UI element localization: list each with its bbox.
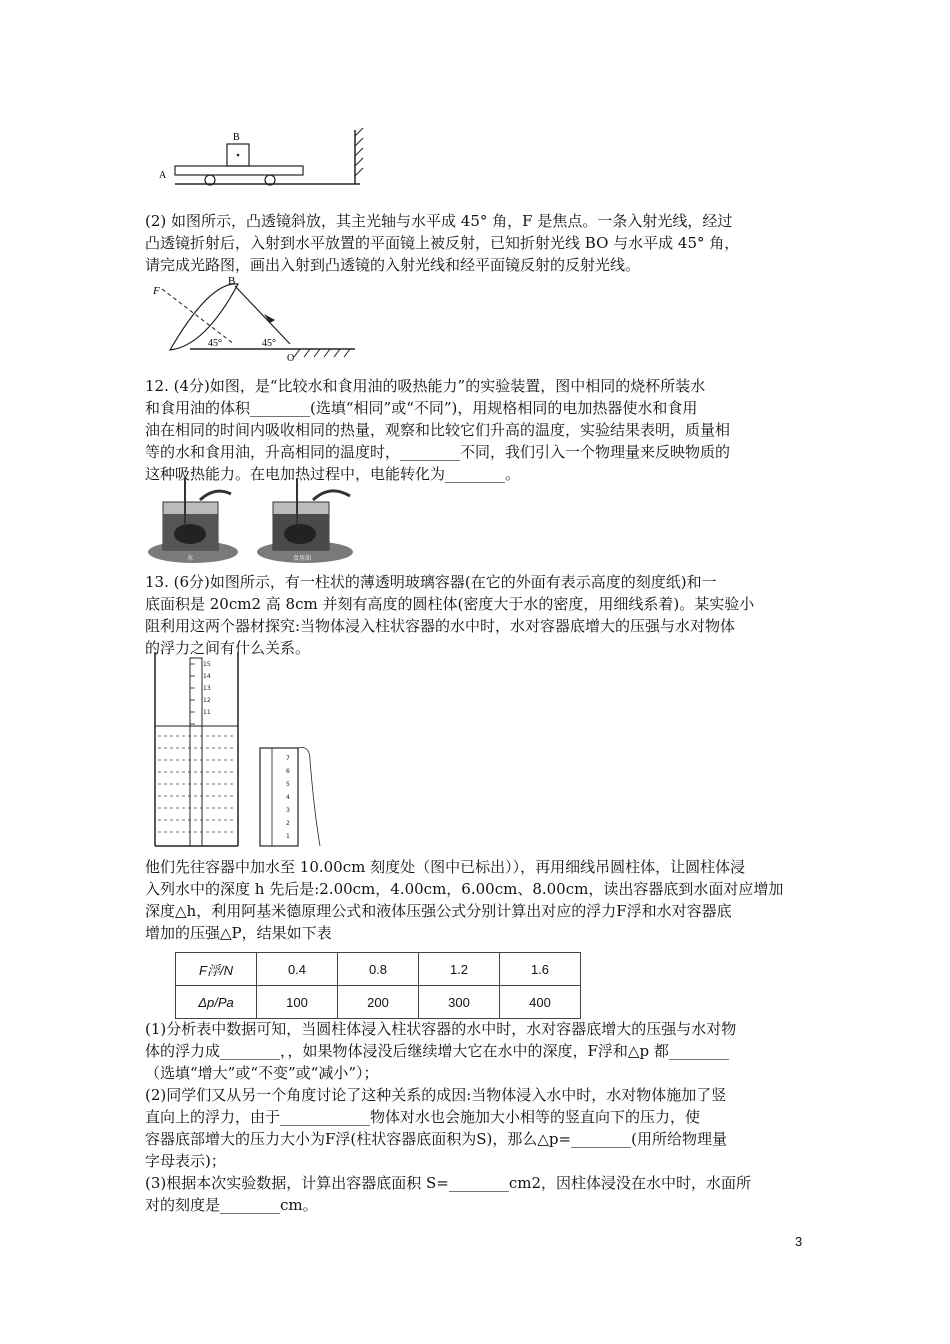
table-cell: 100 — [257, 986, 338, 1019]
text-line: (3)根据本次实验数据，计算出容器底面积 S=________cm2，因柱体浸没在水中时，水面所 — [145, 1174, 752, 1192]
tick-label: 14 — [203, 673, 211, 680]
tick-label: 15 — [203, 661, 211, 668]
angle-label: 45° — [262, 338, 276, 349]
text-line: 入列水中的深度 h 先后是:2.00cm，4.00cm，6.00cm、8.00cm，读出容器底到水面对应增加 — [145, 880, 784, 898]
text-line: 等的水和食用油，升高相同的温度时，________不同，我们引入一个物理量来反映物质的 — [145, 443, 731, 461]
table-cell: 300 — [419, 986, 500, 1019]
figure-beakers — [145, 476, 365, 566]
label-b: B — [233, 132, 240, 143]
table-cell: 400 — [500, 986, 581, 1019]
table-cell: 1.2 — [419, 953, 500, 986]
text-line: (2)同学们又从另一个角度讨论了这种关系的成因:当物体浸入水中时，水对物体施加了竖 — [145, 1086, 727, 1104]
tick-label: 13 — [203, 685, 211, 692]
label-f: F — [153, 285, 160, 297]
text-line: 底面积是 20cm2 高 8cm 并刻有高度的圆柱体(密度大于水的密度，用细线系着)。某实验小 — [145, 595, 755, 613]
tick-label: 11 — [203, 709, 211, 716]
data-table — [175, 952, 581, 1019]
text-line: 深度△h，利用阿基米德原理公式和液体压强公式分别计算出对应的浮力F浮和水对容器底 — [145, 902, 732, 920]
question-13 — [145, 571, 810, 659]
text-line: 直向上的浮力，由于____________物体对水也会施加大小相等的竖直向下的压力，使 — [145, 1108, 701, 1126]
tick-label: 3 — [286, 807, 290, 814]
text-line: 字母表示)； — [145, 1152, 226, 1170]
text-line: 的浮力之间有什么关系。 — [145, 639, 311, 657]
text-line: 油在相同的时间内吸收相同的热量，观察和比较它们升高的温度，实验结果表明，质量相 — [145, 421, 731, 439]
figure-lens-mirror — [150, 276, 365, 366]
text-line: 13. (6分)如图所示，有一柱状的薄透明玻璃容器(在它的外面有表示高度的刻度纸)和一 — [145, 573, 717, 591]
question-11-part-2 — [145, 210, 810, 276]
text-line: 对的刻度是________cm。 — [145, 1196, 318, 1214]
text-line: 请完成光路图，画出入射到凸透镜的入射光线和经平面镜反射的反射光线。 — [145, 256, 641, 274]
text-line: 体的浮力成________，，如果物体浸没后继续增大它在水中的深度，F浮和△p 都________ — [145, 1042, 729, 1060]
page-number: 3 — [795, 1234, 803, 1249]
tick-label: 6 — [286, 768, 290, 775]
figure-cart — [145, 128, 375, 194]
angle-label: 45° — [208, 338, 222, 349]
row-header: F浮/N — [176, 953, 257, 986]
label-water: 水 — [187, 555, 194, 562]
tick-label: 7 — [286, 755, 290, 762]
tick-label: 12 — [203, 697, 211, 704]
table-cell: 1.6 — [500, 953, 581, 986]
text-line: (1)分析表中数据可知，当圆柱体浸入柱状容器的水中时，水对容器底增大的压强与水对物 — [145, 1020, 737, 1038]
table-cell: 0.4 — [257, 953, 338, 986]
label-a: A — [159, 170, 167, 181]
question-12 — [145, 375, 810, 485]
label-o: O — [287, 353, 295, 364]
tick-label: 1 — [286, 833, 290, 840]
table-cell: 200 — [338, 986, 419, 1019]
tick-label: 5 — [286, 781, 290, 788]
figure-container-cylinder — [150, 650, 325, 850]
tick-label: 4 — [286, 794, 290, 801]
table-row — [176, 953, 581, 986]
question-13-subquestions — [145, 1018, 810, 1216]
text-line: 这种吸热能力。在电加热过程中，电能转化为________。 — [145, 465, 521, 483]
text-line: 阻利用这两个器材探究:当物体浸入柱状容器的水中时，水对容器底增大的压强与水对物体 — [145, 617, 736, 635]
text-line: 12. (4分)如图，是“比较水和食用油的吸热能力”的实验装置，图中相同的烧杯所装水 — [145, 377, 706, 395]
text-line: 凸透镜折射后，入射到水平放置的平面镜上被反射，已知折射光线 BO 与水平成 45° 角， — [145, 234, 740, 252]
text-line: 增加的压强△P，结果如下表 — [145, 924, 332, 942]
text-line: 容器底部增大的压力大小为F浮(柱状容器底面积为S)，那么△p=________(用所给物理量 — [145, 1130, 727, 1148]
text-line: (2) 如图所示，凸透镜斜放，其主光轴与水平成 45° 角，F 是焦点。一条入射光线，经过 — [145, 212, 733, 230]
question-13-procedure — [145, 856, 810, 944]
text-line: 他们先往容器中加水至 10.00cm 刻度处（图中已标出）），再用细线吊圆柱体，让圆柱体浸 — [145, 858, 746, 876]
table-row — [176, 986, 581, 1019]
label-b: B — [228, 275, 236, 287]
tick-label: 2 — [286, 820, 290, 827]
text-line: 和食用油的体积________(选填“相同”或“不同”)，用规格相同的电加热器使水和食用 — [145, 399, 698, 417]
label-oil: 食用油 — [293, 555, 312, 562]
table-cell: 0.8 — [338, 953, 419, 986]
row-header: Δp/Pa — [176, 986, 257, 1019]
text-line: （选填“增大”或“不变”或“减小”）； — [145, 1064, 379, 1082]
